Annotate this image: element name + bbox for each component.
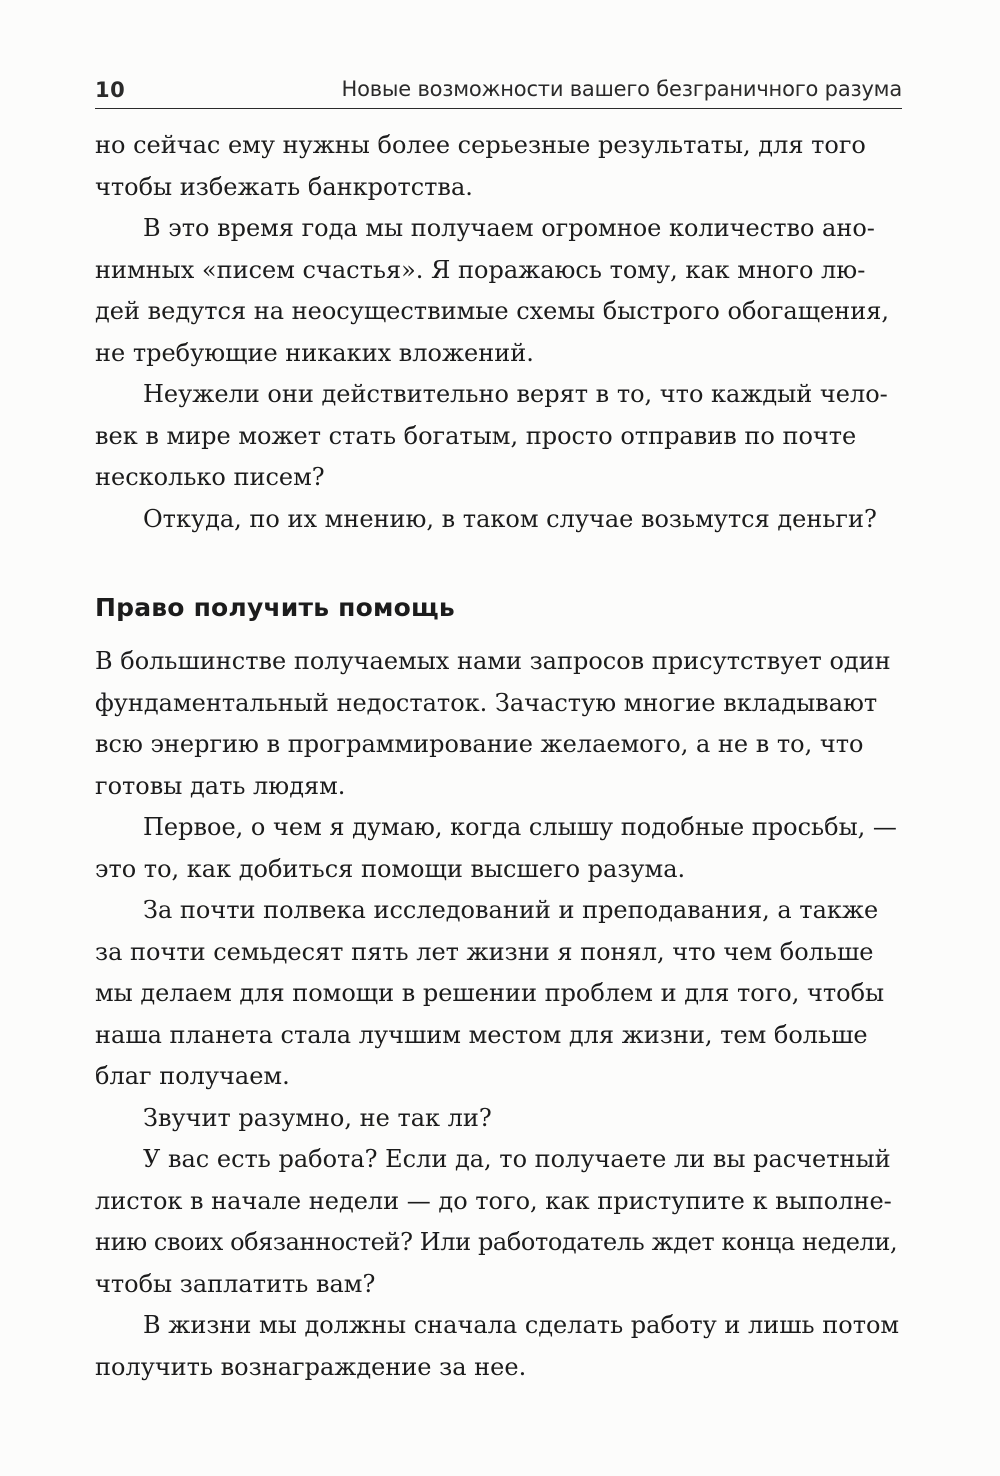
paragraph [95, 125, 902, 208]
section-2-body [95, 641, 902, 1388]
paragraph [95, 1098, 902, 1140]
paragraph [95, 499, 902, 541]
text-line: фундаментальный недостаток. Зачастую многие вкладывают [95, 688, 878, 717]
section-heading: Право получить помощь [95, 593, 455, 622]
paragraph [95, 641, 902, 807]
text-line: несколько писем? [95, 463, 325, 491]
section-1-body [95, 125, 902, 540]
text-line: чтобы избежать банкротства. [95, 172, 473, 201]
text-line: Первое, о чем я думаю, когда слышу подобные просьбы, — [143, 813, 897, 841]
paragraph [95, 208, 902, 374]
text-line: У вас есть работа? Если да, то получаете ли вы расчетный [143, 1145, 891, 1173]
text-line: Звучит разумно, не так ли? [143, 1103, 492, 1132]
text-line: В это время года мы получаем огромное количество ано- [143, 214, 875, 242]
text-line: нимных «писем счастья». Я поражаюсь тому, как много лю- [95, 255, 866, 284]
text-line: век в мире может стать богатым, просто отправив по почте [95, 421, 857, 450]
text-line: это то, как добиться помощи высшего разума. [95, 854, 686, 883]
text-line: Неужели они действительно верят в то, что каждый чело- [143, 380, 888, 408]
text-line: готовы дать людям. [95, 771, 346, 800]
running-book-title: Новые возможности вашего безграничного разума [341, 77, 902, 101]
text-line: Откуда, по их мнению, в таком случае возьмутся деньги? [143, 504, 877, 533]
text-line: дей ведутся на неосуществимые схемы быстрого обогащения, [95, 297, 890, 325]
paragraph [95, 374, 902, 499]
text-line: наша планета стала лучшим местом для жизни, тем больше [95, 1020, 868, 1049]
text-line: всю энергию в программирование желаемого, а не в то, что [95, 730, 864, 758]
running-header [95, 72, 902, 109]
text-line: нию своих обязанностей? Или работодатель ждет конца недели, [95, 1228, 898, 1256]
paragraph [95, 1139, 902, 1305]
text-line: В большинстве получаемых нами запросов присутствует один [95, 647, 891, 675]
text-line: благ получаем. [95, 1062, 290, 1090]
paragraph [95, 807, 902, 890]
paragraph [95, 1305, 902, 1388]
text-line: В жизни мы должны сначала сделать работу и лишь потом [143, 1311, 900, 1339]
text-line: листок в начале недели — до того, как приступите к выполне- [95, 1186, 892, 1215]
text-line: За почти полвека исследований и преподавания, а также [143, 896, 879, 924]
text-line: не требующие никаких вложений. [95, 338, 534, 367]
text-line: получить вознаграждение за нее. [95, 1352, 527, 1381]
text-line: за почти семьдесят пять лет жизни я понял, что чем больше [95, 937, 874, 966]
text-line: но сейчас ему нужны более серьезные результаты, для того [95, 131, 866, 159]
page-number: 10 [95, 78, 126, 102]
paragraph [95, 890, 902, 1098]
text-line: чтобы заплатить вам? [95, 1269, 376, 1298]
text-line: мы делаем для помощи в решении проблем и для того, чтобы [95, 979, 885, 1007]
